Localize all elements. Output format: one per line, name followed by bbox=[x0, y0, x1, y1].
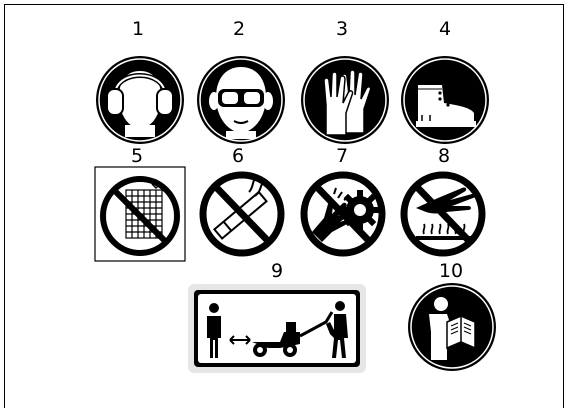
no-smoking-icon bbox=[197, 168, 287, 260]
label-10: 10 bbox=[438, 260, 464, 282]
no-hands-near-rotating-parts-icon bbox=[298, 168, 388, 260]
no-touching-hot-surface-icon bbox=[398, 168, 488, 260]
label-1: 1 bbox=[131, 18, 145, 40]
label-2: 2 bbox=[232, 18, 246, 40]
label-6: 6 bbox=[231, 145, 245, 167]
keep-bystanders-away-icon bbox=[188, 284, 366, 373]
ear-protection-icon bbox=[95, 55, 185, 145]
label-9: 9 bbox=[270, 260, 284, 282]
label-3: 3 bbox=[335, 18, 349, 40]
label-8: 8 bbox=[437, 145, 451, 167]
safety-boots-icon bbox=[400, 55, 490, 145]
read-manual-icon bbox=[407, 282, 497, 372]
label-4: 4 bbox=[438, 18, 452, 40]
label-7: 7 bbox=[335, 145, 349, 167]
label-5: 5 bbox=[130, 145, 144, 167]
protective-gloves-icon bbox=[300, 55, 390, 145]
eye-protection-icon bbox=[196, 55, 286, 145]
no-removing-guard-icon bbox=[94, 166, 186, 262]
